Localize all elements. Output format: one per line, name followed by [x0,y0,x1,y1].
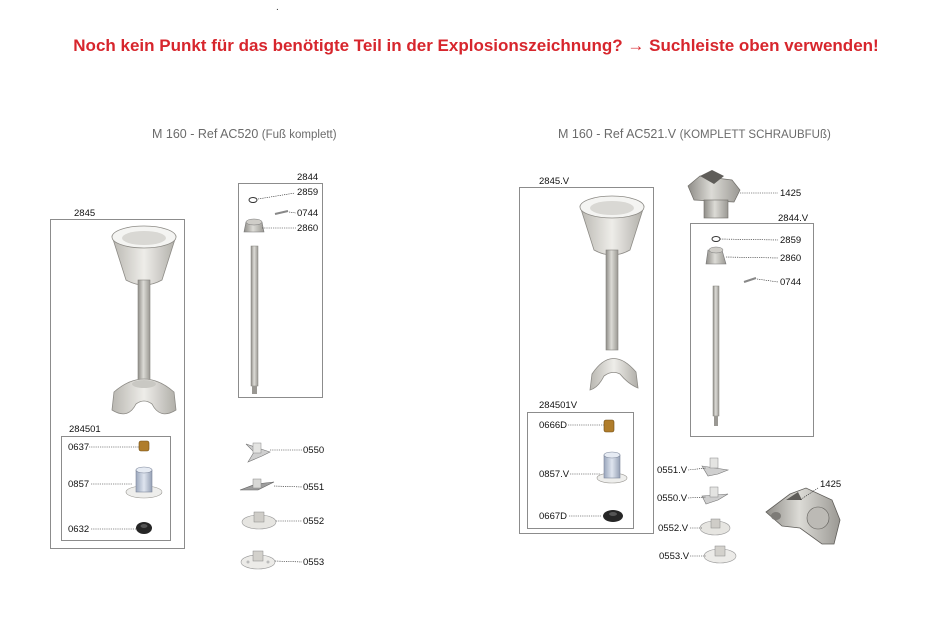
part-0667D-seal [603,510,623,522]
part-0553-disc [241,551,275,569]
callout-2860-right[interactable]: 2860 [780,253,802,264]
part-2860-nut [244,219,264,232]
part-0552V-disc [700,519,730,535]
callout-0552[interactable]: 0552 [303,516,325,527]
part-0551-blade [240,479,274,490]
callout-0552V[interactable]: 0552.V [658,523,689,534]
callout-2845V[interactable]: 2845.V [539,176,570,187]
callout-1425-cap[interactable]: 1425 [780,188,802,199]
part-0857-coupling [126,467,162,498]
callout-2844[interactable]: 2844 [297,172,319,183]
callout-0857V[interactable]: 0857.V [539,469,570,480]
part-0744-pin [275,211,288,214]
callout-2859[interactable]: 2859 [297,187,319,198]
part-2859-ring-right [712,237,720,242]
callout-0744[interactable]: 0744 [297,208,319,219]
part-1425-bracket [766,488,840,544]
callout-284501V[interactable]: 284501V [539,400,578,411]
part-0551V-blade [702,458,728,476]
callout-0857[interactable]: 0857 [68,479,90,490]
callout-0744-right[interactable]: 0744 [780,277,802,288]
callout-2845[interactable]: 2845 [74,208,96,219]
part-2845-foot [112,226,176,414]
callout-0551V[interactable]: 0551.V [657,465,688,476]
part-0553V-disc [704,546,736,563]
stray-marker: . [276,2,279,13]
part-0637-bushing [139,441,149,451]
part-2844V-shaft [713,286,719,426]
callout-0550V[interactable]: 0550.V [657,493,688,504]
callout-2844V[interactable]: 2844.V [778,213,809,224]
part-2860-nut-right [706,247,726,264]
callout-0550[interactable]: 0550 [303,445,325,456]
search-hint-banner: Noch kein Punkt für das benötigte Teil in der Explosionszeichnung? → Suchleiste oben verwenden! [73,36,879,55]
callout-1425-bracket[interactable]: 1425 [820,479,842,490]
part-2844-shaft [251,246,258,394]
part-0857V-coupling [597,452,627,483]
callout-0632[interactable]: 0632 [68,524,90,535]
part-1425-cap [688,170,740,218]
left-title-main: M 160 - Ref AC520 [152,127,259,141]
callout-2860[interactable]: 2860 [297,223,319,234]
callout-2859-right[interactable]: 2859 [780,235,802,246]
part-0744-pin-right [744,278,756,282]
callout-0666D[interactable]: 0666D [539,420,567,431]
part-2859-ring [249,198,257,203]
callout-0551[interactable]: 0551 [303,482,325,493]
callout-0553[interactable]: 0553 [303,557,325,568]
part-0632-seal [136,522,152,534]
right-title-sub: (KOMPLETT SCHRAUBFUß) [679,129,831,141]
part-0666D-bushing [604,420,614,432]
part-0550V-blade [702,487,728,504]
callout-0553V[interactable]: 0553.V [659,551,690,562]
right-title-main: M 160 - Ref AC521.V [558,127,677,141]
callout-0637[interactable]: 0637 [68,442,90,453]
part-0552-disc [242,512,276,529]
part-2845V-foot [580,196,644,390]
callout-0667D[interactable]: 0667D [539,511,567,522]
left-title-sub: (Fuß komplett) [261,129,337,141]
callout-284501[interactable]: 284501 [69,424,101,435]
part-0550-blade [246,443,270,462]
